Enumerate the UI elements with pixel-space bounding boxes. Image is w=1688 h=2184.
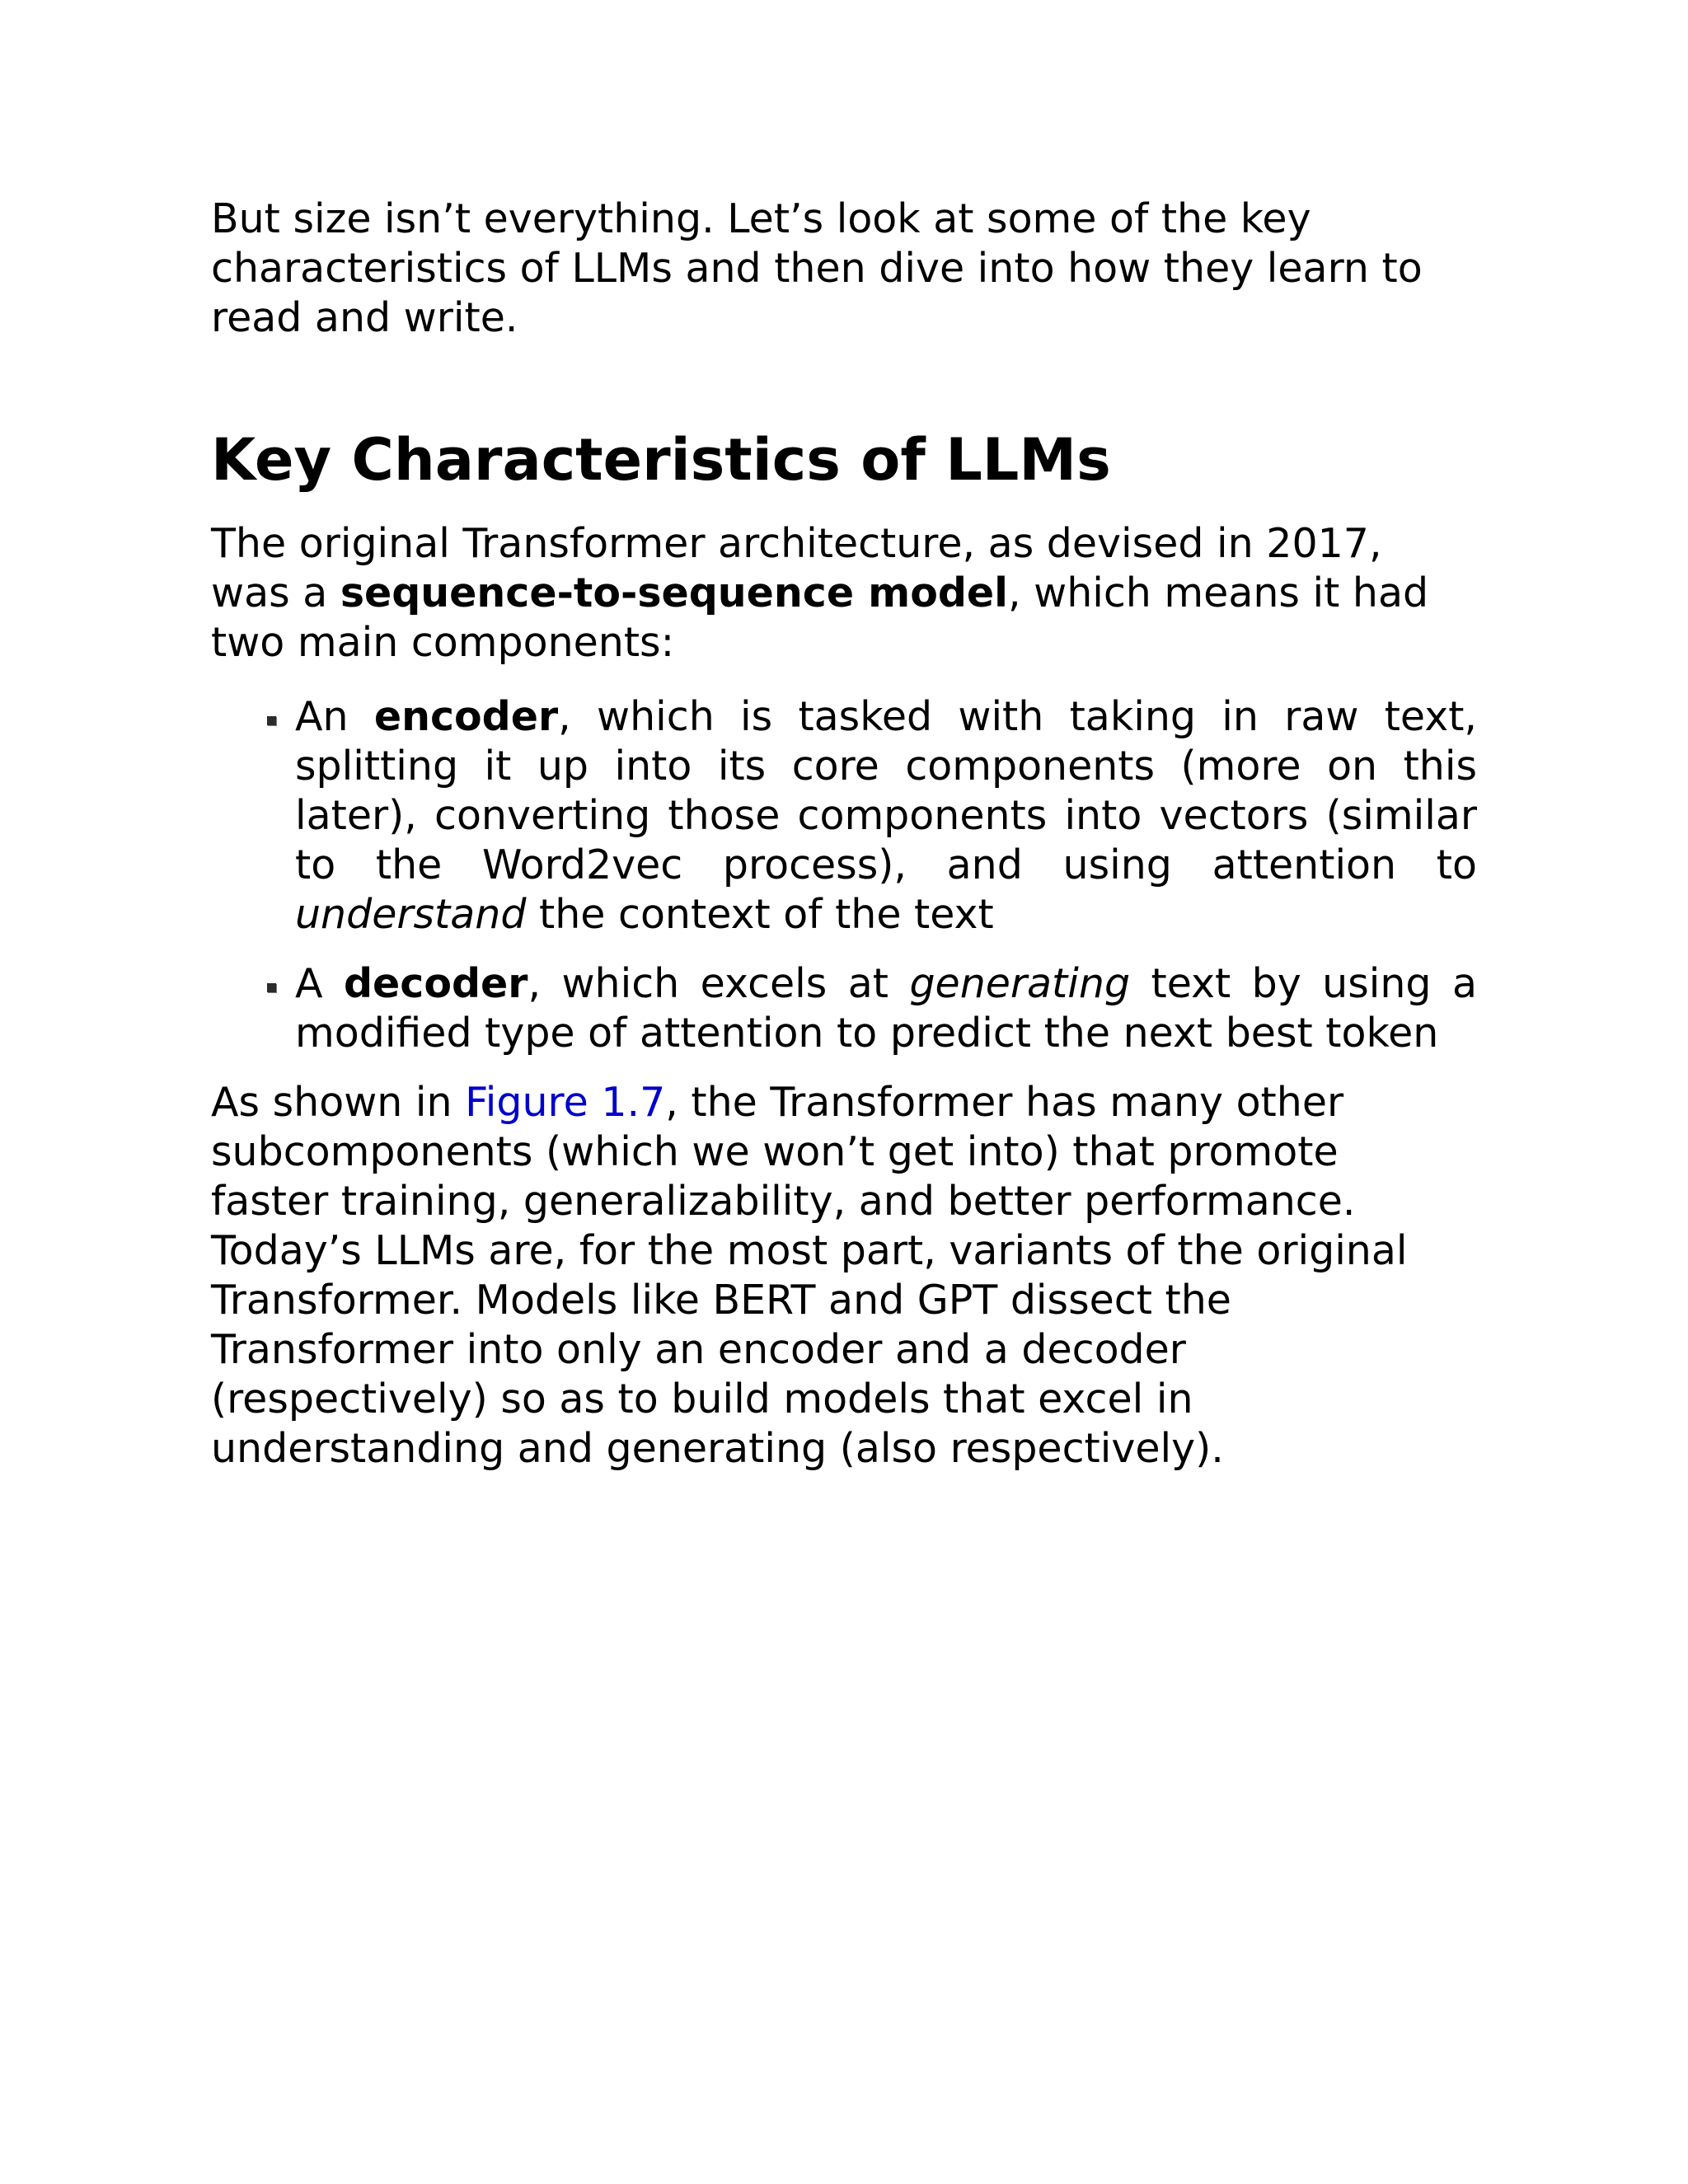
figure-link[interactable]: Figure 1.7 [465,1079,666,1126]
decoder-italic: generating [909,960,1131,1007]
encoder-middle: , which is tasked with taking in raw text, splitting it up into its core components (more on this later), converting those components into vectors (similar to the Word2vec process), and using attention to [295,693,1478,888]
decoder-middle: , which excels at [528,960,910,1007]
lead-bold-term: sequence-to-sequence model [340,569,1008,616]
encoder-prefix: An [295,693,374,740]
intro-paragraph [211,194,1464,343]
square-bullet-icon [267,983,276,992]
decoder-term: decoder [343,960,528,1007]
closing-text-2: , the Transformer has many other subcomponents (which we won’t get into) that promote faster training, generalizability, and better performance. Today’s LLMs are, for the most part, variants of the original Transformer. Models like BERT and GPT dissect the Transformer into only an encoder and a decoder (respectively) so as to build models that excel in understanding and generating (also respectively). [211,1079,1408,1472]
lead-text-1: The original Transformer architecture, as devised in 2017, was a [211,520,1382,616]
list-item-encoder [211,692,1477,940]
closing-paragraph [211,1078,1447,1474]
component-list [211,692,1478,1058]
encoder-term: encoder [373,693,559,740]
encoder-suffix: the context of the text [526,891,994,938]
square-bullet-icon [267,716,276,725]
list-item-decoder [211,959,1477,1058]
decoder-prefix: A [295,960,344,1007]
lead-paragraph [211,519,1464,668]
encoder-italic: understand [295,891,527,938]
intro-text: But size isn’t everything. Let’s look at some of the key characteristics of LLMs and then dive into how they learn to read and write. [211,195,1423,341]
decoder-suffix: text by using a modified type of attention to predict the next best token [295,960,1478,1057]
section-heading: Key Characteristics of LLMs [211,426,1111,494]
lead-text-2: , which means it had two main components: [211,569,1429,666]
document-page [211,194,1478,1474]
closing-text-1: As shown in [211,1079,466,1126]
